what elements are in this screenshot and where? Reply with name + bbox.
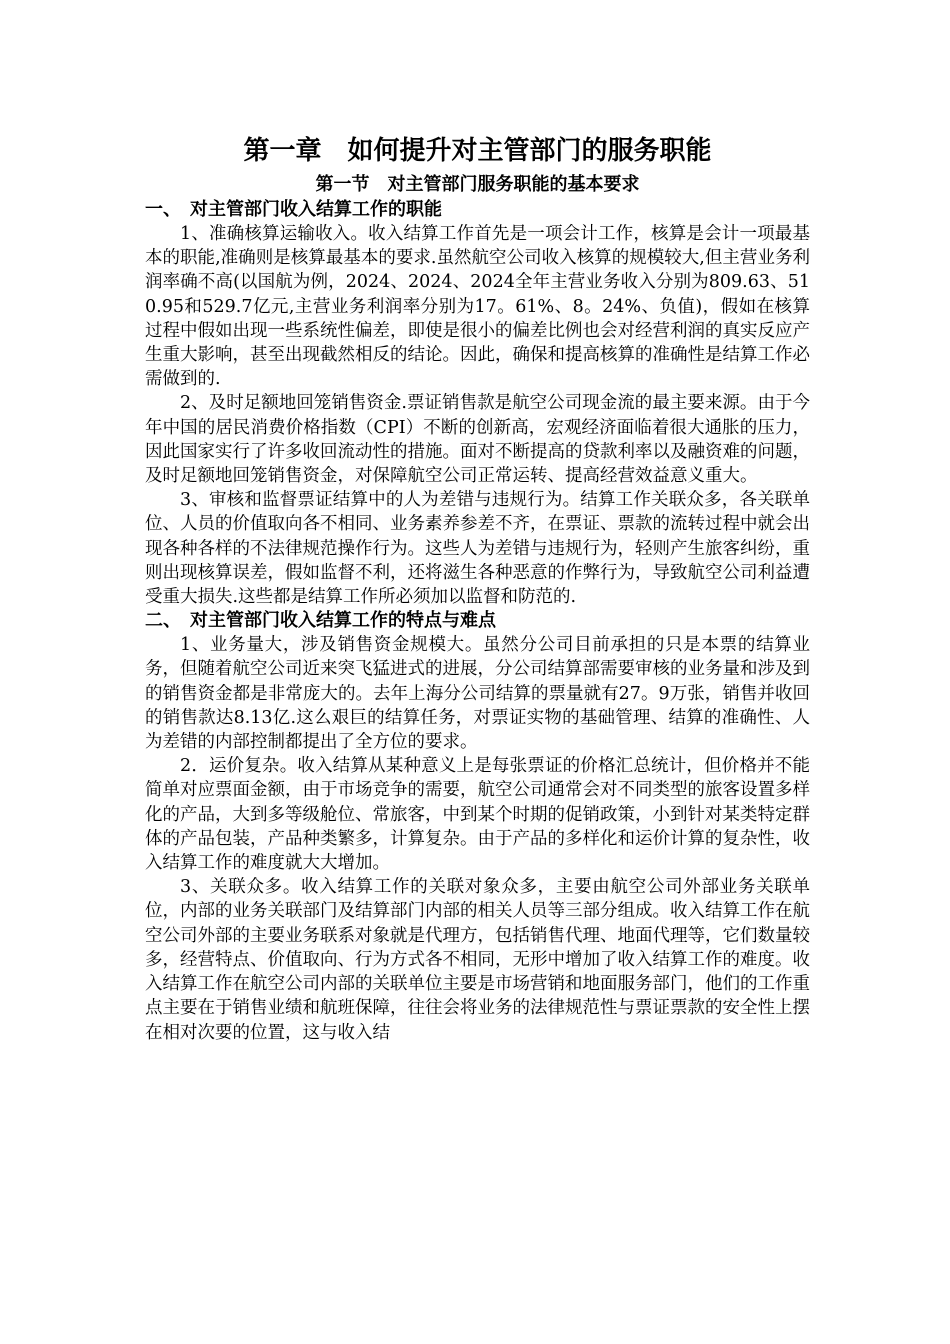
chapter-title: 第一章 如何提升对主管部门的服务职能 (243, 136, 712, 166)
part-heading: 一、 对主管部门收入结算工作的职能 (145, 199, 442, 220)
paragraph: 3、关联众多。收入结算工作的关联对象众多，主要由航空公司外部业务关联单位，内部的业务关联部门及结算部门内部的相关人员等三部分组成。收入结算工作在航空公司外部的主要业务联系对象就是代理方，包括销售代理、地面代理等，它们数量较多，经营特点、价值取向、行为方式各不相同，无形中增加了收入结算工作的难度。收入结算工作在航空公司内部的关联单位主要是市场营销和地面服务部门，他们的工作重点主要在于销售业绩和航班保障，往往会将业务的法律规范性与票证票款的安全性上摆在相对次要的位置，这与收入结 (145, 877, 810, 1043)
document-page (145, 132, 810, 1045)
paragraph: 3、审核和监督票证结算中的人为差错与违规行为。结算工作关联众多，各关联单位、人员的价值取向各不相同、业务素养参差不齐，在票证、票款的流转过程中就会出现各种各样的不法律规范操作行为。这些人为差错与违规行为，轻则产生旅客纠纷，重则出现核算误差，假如监督不利，还将滋生各种恶意的作弊行为，导致航空公司利益遭受重大损失.这些都是结算工作所必须加以监督和防范的. (145, 490, 810, 608)
part-heading: 二、 对主管部门收入结算工作的特点与难点 (145, 610, 496, 632)
paragraph: 2．运价复杂。收入结算从某种意义上是每张票证的价格汇总统计，但价格并不能简单对应票面金额，由于市场竞争的需要，航空公司通常会对不同类型的旅客设置多样化的产品，大到多等级舱位、常旅客，中到某个时期的促销政策，小到针对某类特定群体的产品包装，产品种类繁多，计算复杂。由于产品的多样化和运价计算的复杂性，收入结算工作的难度就大大增加。 (145, 756, 810, 874)
paragraph: 1、业务量大，涉及销售资金规模大。虽然分公司目前承担的只是本票的结算业务，但随着航空公司近来突飞猛进式的进展，分公司结算部需要审核的业务量和涉及到的销售资金都是非常庞大的。去年上海分公司结算的票量就有27。9万张，销售并收回的销售款达8.13亿.这么艰巨的结算任务，对票证实物的基础管理、结算的准确性、人为差错的内部控制都提出了全方位的要求。 (145, 635, 810, 753)
paragraph: 1、准确核算运输收入。收入结算工作首先是一项会计工作，核算是会计一项最基本的职能,准确则是核算最基本的要求.虽然航空公司收入核算的规模较大,但主营业务利润率确不高(以国航为例，2024、2024、2024全年主营业务收入分别为809.63、510.95和529.7亿元,主营业务利润率分别为17。61%、8。24%、负值)，假如在核算过程中假如出现一些系统性偏差，即使是很小的偏差比例也会对经营利润的真实反应产生重大影响，甚至出现截然相反的结论。因此，确保和提高核算的准确性是结算工作必需做到的. (145, 224, 810, 390)
part-1 (145, 198, 810, 609)
paragraph: 2、及时足额地回笼销售资金.票证销售款是航空公司现金流的最主要来源。由于今年中国的居民消费价格指数（CPI）不断的创新高，宏观经济面临着很大通胀的压力，因此国家实行了许多收回流动性的措施。面对不断提高的贷款利率以及融资难的问题，及时足额地回笼销售资金，对保障航空公司正常运转、提高经营效益意义重大。 (145, 393, 810, 487)
section-title: 第一节 对主管部门服务职能的基本要求 (315, 174, 640, 195)
part-2 (145, 609, 810, 1044)
